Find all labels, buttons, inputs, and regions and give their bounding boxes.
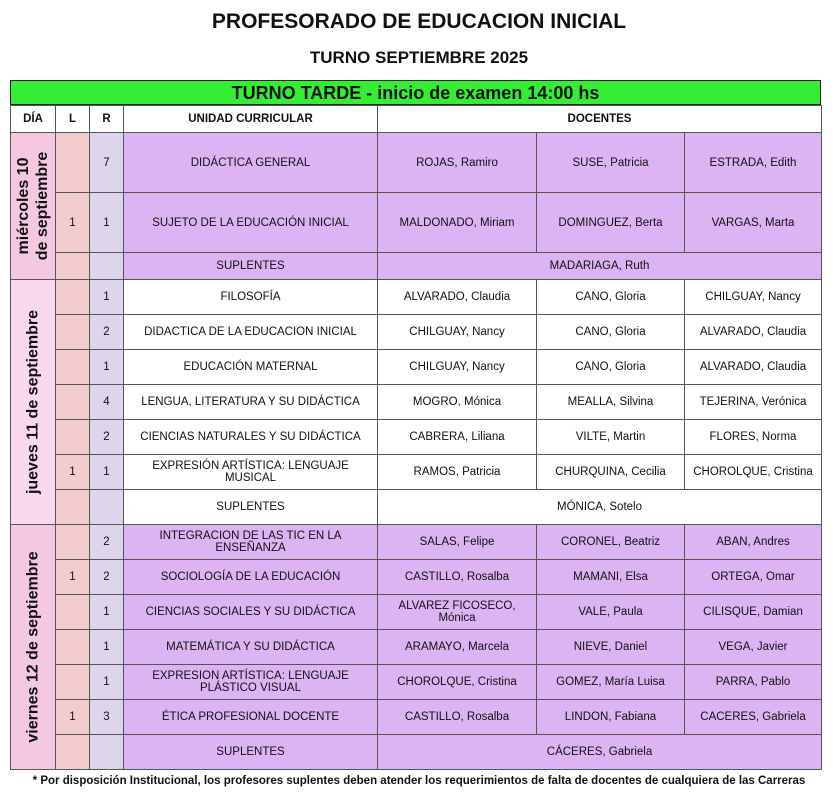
cell-subject: EXPRESIÓN ARTÍSTICA: LENGUAJE MUSICAL — [124, 455, 378, 490]
page-title: PROFESORADO DE EDUCACION INICIAL — [211, 10, 627, 33]
suplentes-row — [11, 735, 822, 770]
cell-l — [56, 385, 90, 420]
cell-subject: ÉTICA PROFESIONAL DOCENTE — [124, 700, 378, 735]
cell-subject: SOCIOLOGÍA DE LA EDUCACIÓN — [124, 560, 378, 595]
cell-docente-1: MOGRO, Mónica — [378, 385, 537, 420]
cell-l — [56, 253, 90, 280]
cell-l: 1 — [56, 700, 90, 735]
cell-r: 2 — [90, 525, 124, 560]
cell-docente-1: ALVAREZ FICOSECO, Mónica — [378, 595, 537, 630]
suplentes-name: MADARIAGA, Ruth — [378, 253, 822, 280]
cell-docente-2: DOMINGUEZ, Berta — [537, 193, 685, 253]
cell-subject: SUJETO DE LA EDUCACIÓN INICIAL — [124, 193, 378, 253]
cell-docente-2: MEALLA, Silvina — [537, 385, 685, 420]
cell-r: 1 — [90, 193, 124, 253]
cell-docente-2: NIEVE, Daniel — [537, 630, 685, 665]
cell-l — [56, 420, 90, 455]
table-row — [11, 420, 822, 455]
table-row — [11, 665, 822, 700]
cell-docente-3: VEGA, Javier — [685, 630, 822, 665]
table-row — [11, 385, 822, 420]
cell-r — [90, 490, 124, 525]
suplentes-name: MÓNICA, Sotelo — [378, 490, 822, 525]
cell-r: 3 — [90, 700, 124, 735]
cell-docente-3: CHILGUAY, Nancy — [685, 280, 822, 315]
cell-docente-3: VARGAS, Marta — [685, 193, 822, 253]
cell-subject: EXPRESION ARTÍSTICA: LENGUAJE PLÁSTICO VISUAL — [124, 665, 378, 700]
cell-subject: DIDACTICA DE LA EDUCACION INICIAL — [124, 315, 378, 350]
cell-subject: LENGUA, LITERATURA Y SU DIDÁCTICA — [124, 385, 378, 420]
cell-r: 1 — [90, 595, 124, 630]
cell-docente-3: ALVARADO, Claudia — [685, 350, 822, 385]
day-label: jueves 11 de septiembre — [24, 309, 42, 495]
cell-l — [56, 280, 90, 315]
day-cell — [11, 133, 56, 280]
cell-subject: FILOSOFÍA — [124, 280, 378, 315]
cell-docente-1: CABRERA, Liliana — [378, 420, 537, 455]
table-row — [11, 350, 822, 385]
cell-docente-1: CHILGUAY, Nancy — [378, 350, 537, 385]
cell-l — [56, 735, 90, 770]
cell-docente-2: CORONEL, Beatriz — [537, 525, 685, 560]
cell-r: 1 — [90, 665, 124, 700]
cell-r: 2 — [90, 560, 124, 595]
table-row — [11, 280, 822, 315]
header-dia: DÍA — [11, 106, 56, 133]
suplentes-name: CÁCERES, Gabriela — [378, 735, 822, 770]
cell-docente-3: CHOROLQUE, Cristina — [685, 455, 822, 490]
table-row — [11, 455, 822, 490]
cell-subject: INTEGRACION DE LAS TIC EN LA ENSEÑANZA — [124, 525, 378, 560]
cell-docente-3: ORTEGA, Omar — [685, 560, 822, 595]
cell-docente-2: MAMANI, Elsa — [537, 560, 685, 595]
cell-docente-3: ESTRADA, Edith — [685, 133, 822, 193]
cell-docente-3: PARRA, Pablo — [685, 665, 822, 700]
cell-docente-3: TEJERINA, Verónica — [685, 385, 822, 420]
cell-l: 1 — [56, 560, 90, 595]
header-l: L — [56, 106, 90, 133]
table-row — [11, 700, 822, 735]
cell-docente-2: CHURQUINA, Cecilia — [537, 455, 685, 490]
footnote: * Por disposición Institucional, los profesores suplentes deben atender los requerimientos de falta de docentes de cualquiera de las Carreras — [32, 775, 806, 787]
cell-docente-2: VILTE, Martin — [537, 420, 685, 455]
cell-r — [90, 253, 124, 280]
cell-r: 1 — [90, 455, 124, 490]
cell-subject: DIDÁCTICA GENERAL — [124, 133, 378, 193]
day-label: viernes 12 de septiembre — [24, 551, 42, 743]
cell-l — [56, 350, 90, 385]
cell-docente-3: ALVARADO, Claudia — [685, 315, 822, 350]
cell-docente-2: CANO, Gloria — [537, 280, 685, 315]
day-cell — [11, 525, 56, 770]
cell-r: 7 — [90, 133, 124, 193]
cell-r: 1 — [90, 280, 124, 315]
cell-docente-3: CACERES, Gabriela — [685, 700, 822, 735]
cell-r: 1 — [90, 350, 124, 385]
exam-schedule-table — [10, 105, 822, 770]
table-row — [11, 315, 822, 350]
page-subtitle: TURNO SEPTIEMBRE 2025 — [309, 48, 529, 67]
cell-docente-1: CHOROLQUE, Cristina — [378, 665, 537, 700]
cell-r — [90, 735, 124, 770]
table-row — [11, 525, 822, 560]
cell-docente-2: CANO, Gloria — [537, 350, 685, 385]
cell-docente-3: FLORES, Norma — [685, 420, 822, 455]
table-row — [11, 193, 822, 253]
cell-r: 1 — [90, 630, 124, 665]
table-row — [11, 560, 822, 595]
cell-r: 2 — [90, 420, 124, 455]
cell-docente-1: MALDONADO, Miriam — [378, 193, 537, 253]
cell-l — [56, 315, 90, 350]
cell-l — [56, 595, 90, 630]
cell-l — [56, 133, 90, 193]
cell-docente-1: ROJAS, Ramiro — [378, 133, 537, 193]
cell-docente-1: SALAS, Felipe — [378, 525, 537, 560]
cell-docente-2: CANO, Gloria — [537, 315, 685, 350]
cell-docente-1: CASTILLO, Rosalba — [378, 700, 537, 735]
suplentes-row — [11, 253, 822, 280]
cell-l — [56, 490, 90, 525]
cell-r: 4 — [90, 385, 124, 420]
shift-banner: TURNO TARDE - inicio de examen 14:00 hs — [10, 80, 821, 105]
cell-docente-2: VALE, Paula — [537, 595, 685, 630]
cell-l: 1 — [56, 193, 90, 253]
suplentes-label: SUPLENTES — [124, 735, 378, 770]
suplentes-row — [11, 490, 822, 525]
suplentes-label: SUPLENTES — [124, 253, 378, 280]
cell-docente-2: GOMEZ, María Luisa — [537, 665, 685, 700]
cell-docente-2: SUSE, Patricia — [537, 133, 685, 193]
cell-docente-2: LINDON, Fabiana — [537, 700, 685, 735]
cell-docente-1: CASTILLO, Rosalba — [378, 560, 537, 595]
cell-l — [56, 630, 90, 665]
cell-subject: MATEMÁTICA Y SU DIDÁCTICA — [124, 630, 378, 665]
cell-subject: CIENCIAS SOCIALES Y SU DIDÁCTICA — [124, 595, 378, 630]
cell-l — [56, 665, 90, 700]
table-header-row — [11, 106, 822, 133]
cell-l — [56, 525, 90, 560]
cell-docente-1: ALVARADO, Claudia — [378, 280, 537, 315]
header-unidad: UNIDAD CURRICULAR — [124, 106, 378, 133]
cell-docente-1: ARAMAYO, Marcela — [378, 630, 537, 665]
cell-r: 2 — [90, 315, 124, 350]
cell-subject: EDUCACIÓN MATERNAL — [124, 350, 378, 385]
table-row — [11, 133, 822, 193]
cell-subject: CIENCIAS NATURALES Y SU DIDÁCTICA — [124, 420, 378, 455]
day-cell — [11, 280, 56, 525]
suplentes-label: SUPLENTES — [124, 490, 378, 525]
cell-docente-1: RAMOS, Patricia — [378, 455, 537, 490]
table-row — [11, 630, 822, 665]
cell-docente-3: CILISQUE, Damian — [685, 595, 822, 630]
header-docentes: DOCENTES — [378, 106, 822, 133]
cell-docente-1: CHILGUAY, Nancy — [378, 315, 537, 350]
day-label: miércoles 10 de septiembre — [15, 151, 51, 261]
cell-l: 1 — [56, 455, 90, 490]
header-r: R — [90, 106, 124, 133]
table-row — [11, 595, 822, 630]
cell-docente-3: ABAN, Andres — [685, 525, 822, 560]
